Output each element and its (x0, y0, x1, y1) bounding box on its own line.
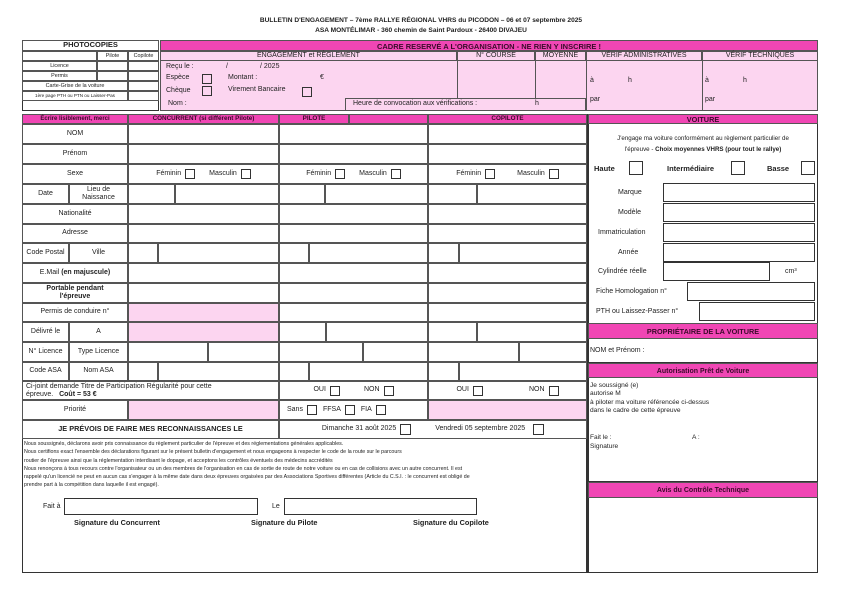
col-labels-header: Écrire lisiblement, merci (22, 114, 128, 124)
legal-line: Nous certifions exact l'ensemble des déclarations figurant sur le présent bulletin d'engagement et nous engageons à respecter le code de la route sur le parcours (24, 449, 402, 456)
intermediaire-label: Intermédiaire (667, 164, 715, 173)
nom-label: Nom : (168, 100, 187, 107)
haute-checkbox[interactable] (629, 161, 643, 175)
copilote-type-licence-input[interactable] (519, 342, 587, 362)
concurrent-type-licence-input[interactable] (208, 342, 279, 362)
legal-line: Nous soussignés, déclarons avoir pris connaissance du règlement particulier de l'épreuve et des réglementations générales applicables. (24, 441, 344, 447)
copilote-priorite-disabled (428, 400, 587, 420)
intermediaire-checkbox[interactable] (731, 161, 745, 175)
copilote-sexe (428, 164, 587, 184)
photocopies-licence-pilote[interactable] (97, 61, 128, 71)
code-asa-label: Code ASA (22, 362, 69, 381)
pilote-cp-input[interactable] (279, 243, 309, 263)
copilote-titre-participation (428, 381, 587, 400)
photocopies-carte-grise-check[interactable] (128, 81, 159, 91)
signature-concurrent-label: Signature du Concurrent (74, 518, 160, 527)
concurrent-masculin-checkbox[interactable] (241, 169, 251, 179)
concurrent-email-input[interactable] (128, 263, 279, 283)
photocopies-col-copilote: Copilote (128, 51, 159, 61)
pilote-feminin-checkbox[interactable] (335, 169, 345, 179)
cm3-unit: cm³ (785, 268, 797, 275)
pilote-type-licence-input[interactable] (363, 342, 428, 362)
verif-admin-a: à (590, 77, 594, 84)
basse-label: Basse (767, 164, 790, 173)
concurrent-delivre-disabled (128, 322, 279, 342)
virement-checkbox[interactable] (302, 87, 312, 97)
nationalite-label: Nationalité (22, 204, 128, 224)
copilote-portable-input[interactable] (428, 283, 587, 303)
photocopies-col-pilote: Pilote (97, 51, 128, 61)
concurrent-ville-input[interactable] (158, 243, 279, 263)
pilote-permis-input[interactable] (279, 303, 428, 322)
n-licence-label: N° Licence (22, 342, 69, 362)
photocopies-corner (22, 51, 97, 61)
photocopies-permis-pilote[interactable] (97, 71, 128, 81)
cylindree-label: Cylindrée réelle (598, 268, 647, 275)
copilote-oui-checkbox[interactable] (473, 386, 483, 396)
type-licence-label: Type Licence (69, 342, 128, 362)
autorisation-title: Autorisation Prêt de Voiture (588, 363, 818, 378)
code-postal-label: Code Postal (22, 243, 69, 263)
n-course-header: N° COURSE (457, 51, 535, 61)
pilote-non-checkbox[interactable] (384, 386, 394, 396)
marque-label: Marque (618, 189, 642, 196)
photocopies-row-permis: Permis (22, 71, 97, 81)
convocation-h: h (535, 100, 539, 107)
masculin-label: Masculin (359, 169, 387, 177)
copilote-date-input[interactable] (428, 184, 477, 204)
virement-label: Virement Bancaire (228, 86, 286, 93)
portable-label: Portable pendant l'épreuve (22, 283, 128, 303)
cheque-label: Chèque (166, 87, 191, 94)
photocopies-pth-check[interactable] (128, 91, 159, 101)
convocation-label: Heure de convocation aux vérifications : (353, 100, 478, 107)
signature-pilote-label: Signature du Pilote (251, 518, 318, 527)
voiture-engage-line1: J'engage ma voiture conformément au règlement particulier de (617, 135, 789, 142)
photocopies-licence-copilote[interactable] (128, 61, 159, 71)
verif-admin-par: par (590, 96, 601, 103)
voiture-engage-prefix: l'épreuve - (624, 146, 654, 153)
concurrent-priorite-disabled (128, 400, 279, 420)
moyenne-header: MOYENNE (535, 51, 586, 61)
document-title: BULLETIN D'ENGAGEMENT – 7ème RALLYE RÉGIONAL VHRS du PICODON – 06 et 07 septembre 2025 (259, 17, 583, 24)
email-label-bold: (en majuscule) (61, 268, 111, 276)
copilote-non-checkbox[interactable] (549, 386, 559, 396)
divider (535, 61, 536, 98)
signature-copilote-label: Signature du Copilote (413, 518, 489, 527)
divider (702, 61, 703, 111)
divider (586, 61, 587, 111)
copilote-permis-input[interactable] (428, 303, 587, 322)
autorisation-a: A : (692, 434, 700, 441)
autorisation-line: Je soussigné (e) (590, 382, 639, 389)
titre-participation-label: Ci-joint demande Titre de Participation Régularité pour cette épreuve. (26, 383, 212, 399)
immatriculation-label: Immatriculation (598, 229, 646, 236)
fia-checkbox[interactable] (376, 405, 386, 415)
date-option-1-checkbox[interactable] (400, 424, 411, 435)
pilote-email-input[interactable] (279, 263, 428, 283)
nom-label: NOM (22, 124, 128, 144)
pilote-titre-participation (279, 381, 428, 400)
concurrent-nom-asa-input[interactable] (158, 362, 279, 381)
annee-input[interactable] (663, 243, 815, 262)
masculin-label: Masculin (517, 169, 545, 177)
oui-label: OUI (313, 386, 326, 394)
copilote-prenom-input[interactable] (428, 144, 587, 164)
marque-input[interactable] (663, 183, 815, 202)
pilote-date-input[interactable] (279, 184, 325, 204)
col-pilote-header: PILOTE (279, 114, 349, 124)
euro-sign: € (320, 74, 324, 81)
titre-participation-cell (22, 381, 279, 400)
concurrent-cp-input[interactable] (128, 243, 158, 263)
verif-tech-header: VÉRIF TECHNIQUES (702, 51, 818, 61)
pilote-prenom-input[interactable] (279, 144, 428, 164)
immatriculation-input[interactable] (663, 223, 815, 242)
delivre-le-label: Délivré le (22, 322, 69, 342)
fait-a-input[interactable] (64, 498, 258, 515)
modele-label: Modèle (618, 209, 641, 216)
copilote-cp-input[interactable] (428, 243, 459, 263)
masculin-label: Masculin (209, 169, 237, 177)
verif-admin-h: h (628, 77, 632, 84)
organisation-title: CADRE RESERVÉ A L'ORGANISATION - NE RIEN Y INSCRIRE ! (160, 40, 818, 51)
haute-label: Haute (594, 164, 615, 173)
date-option-2-checkbox[interactable] (533, 424, 544, 435)
pth-input[interactable] (699, 302, 815, 321)
cout-label: Coût = 53 € (59, 391, 97, 399)
copilote-masculin-checkbox[interactable] (549, 169, 559, 179)
concurrent-date-input[interactable] (128, 184, 175, 204)
email-label (22, 263, 128, 283)
delivre-a-label: A (69, 322, 128, 342)
col-concurrent-header: CONCURRENT (si différent Pilote) (128, 114, 279, 124)
permis-label: Permis de conduire n° (22, 303, 128, 322)
modele-input[interactable] (663, 203, 815, 222)
pilote-licence-input[interactable] (279, 342, 363, 362)
basse-checkbox[interactable] (801, 161, 815, 175)
concurrent-feminin-checkbox[interactable] (185, 169, 195, 179)
pilote-lieu-input[interactable] (325, 184, 428, 204)
copilote-adresse-input[interactable] (428, 224, 587, 243)
date-option-1-label: Dimanche 31 août 2025 (321, 425, 397, 433)
pilote-masculin-checkbox[interactable] (391, 169, 401, 179)
sans-label: Sans (287, 405, 303, 413)
fiche-homologation-label: Fiche Homologation n° (596, 288, 667, 295)
concurrent-licence-input[interactable] (128, 342, 208, 362)
verif-admin-header: VÉRIF ADMINISTRATIVES (586, 51, 702, 61)
fait-a-label: Fait à (43, 503, 61, 510)
email-label-prefix: E.Mail (39, 268, 60, 276)
date-label: Date (22, 184, 69, 204)
legal-text (24, 440, 584, 490)
controle-area[interactable] (590, 500, 816, 570)
le-label: Le (272, 503, 280, 510)
oui-label: OUI (456, 386, 469, 394)
copilote-nom-asa-input[interactable] (459, 362, 587, 381)
ffsa-label: FFSA (322, 405, 341, 413)
photocopies-row-carte-grise: Carte-Grise de la voiture (22, 81, 128, 91)
titre-participation-text (26, 383, 241, 399)
verif-tech-a: à (705, 77, 709, 84)
cheque-checkbox[interactable] (202, 86, 212, 96)
legal-line: routier de l'épreuve ainsi que la réglementation interdisant le dopage, et acceptons les contrôles éventuels des médecins accrédités (24, 457, 333, 464)
feminin-label: Féminin (156, 169, 182, 177)
voiture-engagement-text (590, 133, 816, 155)
copilote-lieu-input[interactable] (477, 184, 587, 204)
sexe-label: Sexe (22, 164, 128, 184)
concurrent-adresse-input[interactable] (128, 224, 279, 243)
fiche-homologation-input[interactable] (687, 282, 815, 301)
pilote-code-asa-input[interactable] (279, 362, 309, 381)
legal-line: Nous renonçons à tous recours contre l'organisateur ou un des membres de l'organisation en cas de sortie de route de notre voiture ou en cas de collisions avec un autre concurrent. Il est (24, 465, 463, 472)
copilote-delivre-le-input[interactable] (428, 322, 477, 342)
concurrent-code-asa-input[interactable] (128, 362, 158, 381)
concurrent-sexe (128, 164, 279, 184)
verif-tech-h: h (743, 77, 747, 84)
pilote-oui-checkbox[interactable] (330, 386, 340, 396)
proprietaire-title: PROPRIÉTAIRE DE LA VOITURE (588, 323, 818, 339)
copilote-feminin-checkbox[interactable] (485, 169, 495, 179)
pilote-nom-asa-input[interactable] (309, 362, 428, 381)
engagement-header: ENGAGEMENT et RÈGLEMENT (160, 51, 457, 61)
col-copilote-header: COPILOTE (428, 114, 587, 124)
verif-tech-par: par (705, 96, 716, 103)
fia-label: FIA (360, 405, 372, 413)
date-option-2-label: Vendredi 05 septembre 2025 (435, 425, 526, 433)
annee-label: Année (618, 249, 639, 256)
date-sep-2: / 2025 (260, 63, 280, 70)
photocopies-permis-copilote[interactable] (128, 71, 159, 81)
copilote-code-asa-input[interactable] (428, 362, 459, 381)
priorite-label: Priorité (22, 400, 128, 420)
autorisation-line: dans le cadre de cette épreuve (590, 406, 681, 414)
prenom-label: Prénom (22, 144, 128, 164)
voiture-engage-line2 (590, 144, 816, 155)
pilote-delivre-a-input[interactable] (326, 322, 428, 342)
espece-checkbox[interactable] (202, 74, 212, 84)
concurrent-nom-input[interactable] (128, 124, 279, 144)
voiture-title: VOITURE (588, 114, 818, 124)
non-label: NON (363, 386, 380, 394)
pilote-portable-input[interactable] (279, 283, 428, 303)
adresse-label: Adresse (22, 224, 128, 243)
le-input[interactable] (284, 498, 477, 515)
pth-label: PTH ou Laissez-Passer n° (596, 308, 679, 315)
pilote-ville-input[interactable] (309, 243, 428, 263)
pilote-priorite (279, 400, 428, 420)
concurrent-permis-disabled (128, 303, 279, 322)
voiture-engage-bold: Choix moyennes VHRS (pour tout le rallye) (655, 146, 782, 153)
autorisation-line: autorise M (590, 390, 621, 398)
reconnaissances-dates (279, 420, 587, 439)
copilote-ville-input[interactable] (459, 243, 587, 263)
pilote-nom-input[interactable] (279, 124, 428, 144)
copilote-nationalite-input[interactable] (428, 204, 587, 224)
autorisation-fait-le: Fait le : (590, 434, 612, 441)
lieu-naissance-label: Lieu de Naissance (69, 184, 128, 204)
nom-asa-label: Nom ASA (69, 362, 128, 381)
copilote-email-input[interactable] (428, 263, 587, 283)
col-pilote-header-ext (349, 114, 428, 124)
cylindree-input[interactable] (663, 262, 770, 281)
legal-line: prendre part à la compétition dans laquelle il est engagé). (24, 482, 159, 489)
date-sep-1: / (226, 63, 228, 70)
legal-line: rappelé qu'un licencié ne peut en aucun cas s'engager à la même date dans deux épreuves orgaisées par des Associations Sportives différentes (Article du C.S.I. : le concurrent est obligé de (24, 474, 470, 481)
reconnaissances-label: JE PRÉVOIS DE FAIRE MES RECONNAISSANCES LE (22, 420, 279, 439)
pilote-adresse-input[interactable] (279, 224, 428, 243)
photocopies-row-pth: 1ère page PTH ou PTN ou Laisser-Pas (22, 91, 128, 101)
copilote-licence-input[interactable] (428, 342, 519, 362)
feminin-label: Féminin (306, 169, 332, 177)
espece-label: Espèce (166, 74, 190, 81)
sans-checkbox[interactable] (307, 405, 317, 415)
copilote-nom-input[interactable] (428, 124, 587, 144)
concurrent-prenom-input[interactable] (128, 144, 279, 164)
feminin-label: Féminin (456, 169, 482, 177)
autorisation-line: à piloter ma voiture référencée ci-dessus (590, 398, 710, 406)
recu-le-label: Reçu le : (166, 63, 194, 70)
ville-label: Ville (69, 243, 128, 263)
signature-area[interactable] (60, 528, 540, 570)
photocopies-row-licence: Licence (22, 61, 97, 71)
non-label: NON (528, 386, 545, 394)
proprietaire-nom-label: NOM et Prénom : (590, 347, 645, 354)
photocopies-title: PHOTOCOPIES (22, 40, 159, 51)
copilote-delivre-a-input[interactable] (477, 322, 587, 342)
montant-label: Montant : (228, 74, 258, 81)
concurrent-nationalite-input[interactable] (128, 204, 279, 224)
autorisation-signature: Signature (590, 443, 619, 450)
divider (457, 61, 458, 98)
ffsa-checkbox[interactable] (345, 405, 355, 415)
pilote-nationalite-input[interactable] (279, 204, 428, 224)
organizer-address: ASA MONTÉLIMAR - 360 chemin de Saint Pardoux - 26400 DIVAJEU (315, 27, 527, 34)
controle-title: Avis du Contrôle Technique (588, 482, 818, 498)
pilote-sexe (279, 164, 428, 184)
concurrent-lieu-input[interactable] (175, 184, 279, 204)
concurrent-portable-input[interactable] (128, 283, 279, 303)
autorisation-text (590, 382, 709, 415)
pilote-delivre-le-input[interactable] (279, 322, 326, 342)
